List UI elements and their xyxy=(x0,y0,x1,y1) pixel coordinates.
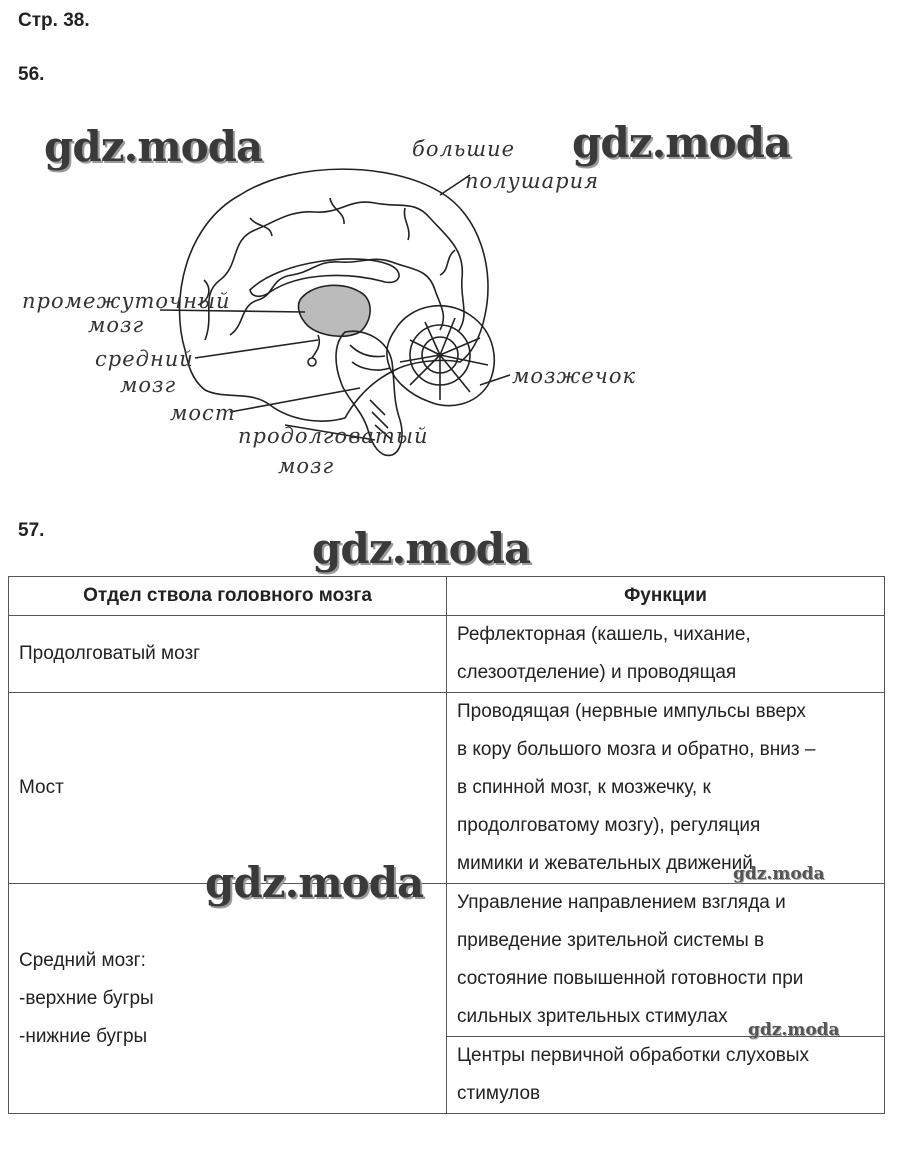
function-line: Управление направлением взгляда и xyxy=(457,892,786,913)
function-line: сильных зрительных стимулах xyxy=(457,1006,728,1027)
function-line: в кору большого мозга и обратно, вниз – xyxy=(457,739,816,760)
function-line: слезоотделение) и проводящая xyxy=(457,662,737,683)
label-midbrain-line2: мозг xyxy=(120,373,177,397)
label-diencephalon-line2: мозг xyxy=(88,313,145,337)
function-line: Проводящая (нервные импульсы вверх xyxy=(457,701,806,722)
diencephalon-shape xyxy=(298,285,370,336)
functions-cell xyxy=(447,616,885,693)
function-line: продолговатому мозгу), регуляция xyxy=(457,815,761,836)
table-row xyxy=(9,693,885,884)
column-header-functions: Функции xyxy=(447,577,885,616)
section-cell: Мост xyxy=(9,693,447,884)
column-header-section: Отдел ствола головного мозга xyxy=(9,577,447,616)
label-hemispheres-line1: большие xyxy=(412,137,516,161)
label-pons: мост xyxy=(170,401,236,425)
functions-cell xyxy=(447,1037,885,1114)
functions-cell xyxy=(447,884,885,1037)
watermark: gdz.moda xyxy=(205,858,424,907)
label-diencephalon-line1: промежуточный xyxy=(22,289,231,313)
table-row xyxy=(9,884,885,1037)
watermark: gdz.moda xyxy=(312,524,531,573)
watermark: gdz.moda xyxy=(748,1020,840,1040)
function-line: мимики и жевательных движений xyxy=(457,853,753,874)
section-cell: Продолговатый мозг xyxy=(9,616,447,693)
label-midbrain-line1: средний xyxy=(95,347,194,371)
task-57-number: 57. xyxy=(18,520,45,541)
function-line: в спинной мозг, к мозжечку, к xyxy=(457,777,711,798)
label-medulla-line2: мозг xyxy=(278,454,335,478)
brain-diagram xyxy=(0,100,898,500)
watermark: gdz.moda xyxy=(572,118,791,167)
task-56-number: 56. xyxy=(18,64,45,85)
table-row xyxy=(9,616,885,693)
page-label: Стр. 38. xyxy=(18,10,90,31)
watermark: gdz.moda xyxy=(44,122,263,171)
label-cerebellum: мозжечок xyxy=(512,364,637,388)
function-line: стимулов xyxy=(457,1083,541,1104)
table-header-row xyxy=(9,577,885,616)
brainstem-functions-table xyxy=(8,576,885,1114)
section-line: Средний мозг: xyxy=(19,949,146,971)
section-line: -верхние бугры xyxy=(19,987,154,1009)
watermark: gdz.moda xyxy=(733,864,825,884)
label-hemispheres-line2: полушария xyxy=(465,169,600,193)
function-line: приведение зрительной системы в xyxy=(457,930,765,951)
function-line: Рефлекторная (кашель, чихание, xyxy=(457,624,751,645)
label-medulla-line1: продолговатый xyxy=(238,424,429,448)
function-line: состояние повышенной готовности при xyxy=(457,968,804,989)
section-cell xyxy=(9,884,447,1114)
section-line: -нижние бугры xyxy=(19,1025,148,1047)
functions-cell xyxy=(447,693,885,884)
function-line: Центры первичной обработки слуховых xyxy=(457,1045,810,1066)
